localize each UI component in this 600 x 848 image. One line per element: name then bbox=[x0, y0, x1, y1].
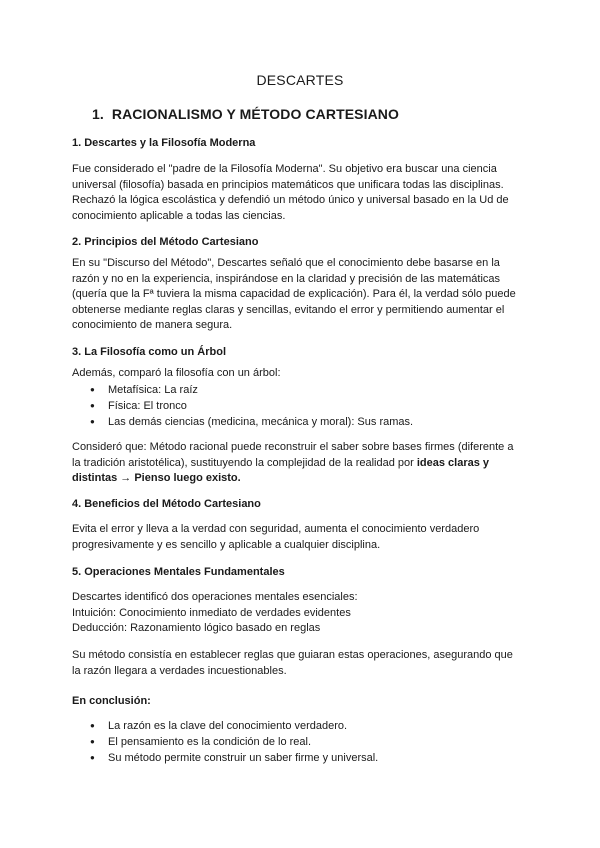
paragraph-line: Intuición: Conocimiento inmediato de verdades evidentes bbox=[72, 606, 351, 619]
paragraph-line: razón y no en la experiencia, inspirándose en la claridad y precisión de las matemáticas bbox=[72, 272, 501, 285]
paragraph-line: Consideró que: Método racional puede reconstruir el saber sobre bases firmes (diferente a bbox=[72, 441, 514, 453]
paragraph-line: conocimiento de manera segura. bbox=[72, 319, 233, 331]
bold-text: distintas → Pienso luego existo. bbox=[72, 472, 241, 484]
paragraph-line: obtenerse mediante reglas claras y sencillas, evitando el error y permitiendo aumentar el bbox=[72, 303, 505, 316]
tree-list bbox=[72, 382, 532, 430]
paragraph-line: Descartes identificó dos operaciones mentales esenciales: bbox=[72, 591, 358, 603]
paragraph-line: la razón llegara a verdades incuestionables. bbox=[72, 664, 287, 677]
paragraph-line: Deducción: Razonamiento lógico basado en reglas bbox=[72, 622, 321, 634]
conclusion-list bbox=[72, 718, 532, 766]
subsection-5-heading: 5. Operaciones Mentales Fundamentales bbox=[72, 566, 285, 578]
paragraph-line: (quería que la Fª tuviera la misma capacidad de explicación). Para él, la verdad sólo puede bbox=[72, 288, 516, 300]
paragraph-line: Rechazó la lógica escolástica y defendió un método único y universal basado en la Ud de bbox=[72, 194, 509, 206]
list-item: ● Las demás ciencias (medicina, mecánica y moral): Sus ramas. bbox=[72, 414, 532, 430]
list-item: ● Física: El tronco bbox=[72, 398, 532, 414]
paragraph-line: Evita el error y lleva a la verdad con seguridad, aumenta el conocimiento verdadero bbox=[72, 523, 480, 535]
subsection-2-paragraph bbox=[72, 256, 532, 334]
subsection-4 bbox=[72, 497, 532, 513]
subsection-1 bbox=[72, 136, 532, 152]
subsection-5-paragraph-2 bbox=[72, 648, 532, 679]
section-number: 1. bbox=[92, 106, 104, 122]
section-title-text: RACIONALISMO Y MÉTODO CARTESIANO bbox=[111, 106, 400, 122]
section-heading bbox=[92, 106, 399, 122]
paragraph-line: conocimiento aplicable a todas las ciencias. bbox=[72, 209, 286, 222]
subsection-5-paragraph bbox=[72, 590, 532, 637]
subsection-3-intro bbox=[72, 366, 532, 430]
subsection-2 bbox=[72, 235, 532, 251]
bold-text: ideas claras y bbox=[416, 456, 490, 469]
subsection-4-heading: 4. Beneficios del Método Cartesiano bbox=[72, 498, 261, 510]
paragraph-line: En su "Discurso del Método", Descartes señaló que el conocimiento debe basarse en la bbox=[72, 257, 500, 269]
list-item: ● La razón es la clave del conocimiento verdadero. bbox=[72, 718, 532, 734]
subsection-5 bbox=[72, 565, 532, 581]
paragraph-line: Su método consistía en establecer reglas que guiaran estas operaciones, asegurando que bbox=[72, 649, 513, 661]
subsection-3-heading: 3. La Filosofía como un Árbol bbox=[72, 346, 227, 358]
list-item: ● Su método permite construir un saber firme y universal. bbox=[72, 750, 532, 766]
paragraph-text: la tradición aristotélica), sustituyendo la complejidad de la realidad por bbox=[72, 456, 417, 469]
conclusion bbox=[72, 694, 532, 710]
subsection-3-paragraph bbox=[72, 440, 532, 487]
subsection-1-paragraph bbox=[72, 162, 532, 224]
document-title: DESCARTES bbox=[256, 72, 344, 88]
conclusion-list-wrap bbox=[72, 718, 532, 766]
subsection-3 bbox=[72, 345, 532, 361]
paragraph-line: Fue considerado el "padre de la Filosofía Moderna". Su objetivo era buscar una ciencia bbox=[72, 163, 497, 175]
subsection-1-heading: 1. Descartes y la Filosofía Moderna bbox=[72, 137, 256, 149]
paragraph-line bbox=[72, 456, 532, 472]
paragraph-line bbox=[72, 471, 532, 487]
conclusion-heading: En conclusión: bbox=[72, 695, 151, 707]
list-item: ● Metafísica: La raíz bbox=[72, 382, 532, 398]
paragraph-line: Además, comparó la filosofía con un árbol: bbox=[72, 367, 281, 379]
paragraph-line: progresivamente y es sencillo y aplicable a cualquier disciplina. bbox=[72, 538, 381, 551]
paragraph-line: universal (filosofía) basada en principios matemáticos que unificara todas las disciplinas. bbox=[72, 178, 504, 191]
subsection-2-heading: 2. Principios del Método Cartesiano bbox=[72, 236, 259, 248]
subsection-4-paragraph bbox=[72, 522, 532, 553]
list-item: ● El pensamiento es la condición de lo real. bbox=[72, 734, 532, 750]
